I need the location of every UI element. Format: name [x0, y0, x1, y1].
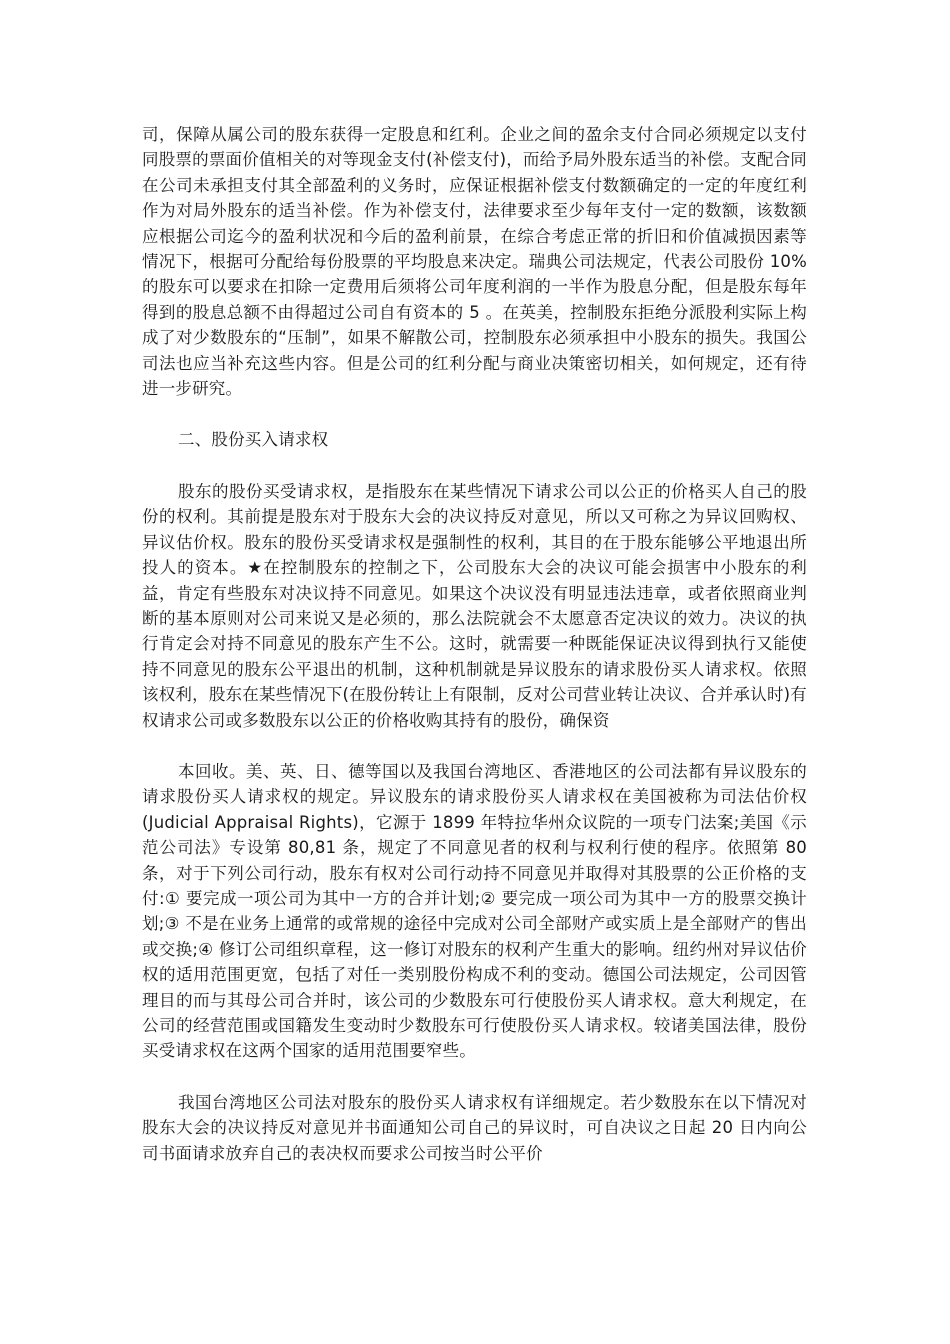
paragraph-taiwan-law: 我国台湾地区公司法对股东的股份买人请求权有详细规定。若少数股东在以下情况对股东大会的决议持反对意见并书面通知公司自己的异议时，可自决议之日起 20 日内向公司书面请求放弃自己的表决权而要求公司按当时公平价 [142, 1092, 807, 1163]
section-heading: 二、股份买入请求权 [178, 430, 329, 450]
paragraph-dividend-compensation: 司，保障从属公司的股东获得一定股息和红利。企业之间的盈余支付合同必须规定以支付同股票的票面价值相关的对等现金支付(补偿支付)，而给予局外股东适当的补偿。支配合同在公司未承担支付其全部盈利的义务时，应保证根据补偿支付数额确定的一定的年度红利作为对局外股东的适当补偿。作为补偿支付，法律要求至少每年支付一定的数额，该数额应根据公司迄今的盈利状况和今后的盈利前景，在综合考虑正常的折旧和价值减损因素等情况下，根据可分配给每份股票的平均股息来决定。瑞典公司法规定，代表公司股份 10%的股东可以要求在扣除一定费用后须将公司年度利润的一半作为股息分配，但是股东每年得到的股息总额不由得超过公司自有资本的 5 。在英美，控制股东拒绝分派股利实际上构成了对少数股东的“压制”，如果不解散公司，控制股东必须承担中小股东的损失。我国公司法也应当补充这些内容。但是公司的红利分配与商业决策密切相关，如何规定，还有待进一步研究。 [142, 125, 807, 399]
paragraph-share-purchase-right: 股东的股份买受请求权，是指股东在某些情况下请求公司以公正的价格买人自己的股份的权利。其前提是股东对于股东大会的决议持反对意见，所以又可称之为异议回购权、异议估价权。股东的股份买受请求权是强制性的权利，其目的在于股东能够公平地退出所投人的资本。★在控制股东的控制之下，公司股东大会的决议可能会损害中小股东的利益，肯定有些股东对决议持不同意见。如果这个决议没有明显违法违章，或者依照商业判断的基本原则对公司来说又是必须的，那么法院就会不太愿意否定决议的效力。决议的执行肯定会对持不同意见的股东产生不公。这时，就需要一种既能保证决议得到执行又能使持不同意见的股东公平退出的机制，这种机制就是异议股东的请求股份买人请求权。依照该权利，股东在某些情况下(在股份转让上有限制，反对公司营业转让决议、合并承认时)有权请求公司或多数股东以公正的价格收购其持有的股份，确保资 [142, 481, 807, 730]
paragraph-foreign-law: 本回收。美、英、日、德等国以及我国台湾地区、香港地区的公司法都有异议股东的请求股份买人请求权的规定。异议股东的请求股份买人请求权在美国被称为司法估价权(Judicial Appraisal Rights)，它源于 1899 年特拉华州众议院的一项专门法案;美国《示范公司法》专设第 80,81 条，规定了不同意见者的权利与权利行使的程序。依照第 80 条，对于下列公司行动，股东有权对公司行动持不同意见并取得对其股票的公正价格的支付:① 要完成一项公司为其中一方的合并计划;② 要完成一项公司为其中一方的股票交换计划;③ 不是在业务上通常的或常规的途径中完成对公司全部财产或实质上是全部财产的售出或交换;④ 修订公司组织章程，这一修订对股东的权利产生重大的影响。纽约州对异议估价权的适用范围更宽，包括了对任一类别股份构成不利的变动。德国公司法规定，公司因管理目的而与其母公司合并时，该公司的少数股东可行使股份买人请求权。意大利规定，在公司的经营范围或国籍发生变动时少数股东可行使股份买人请求权。较诸美国法律，股份买受请求权在这两个国家的适用范围要窄些。 [142, 761, 807, 1061]
document-body [142, 122, 807, 1192]
